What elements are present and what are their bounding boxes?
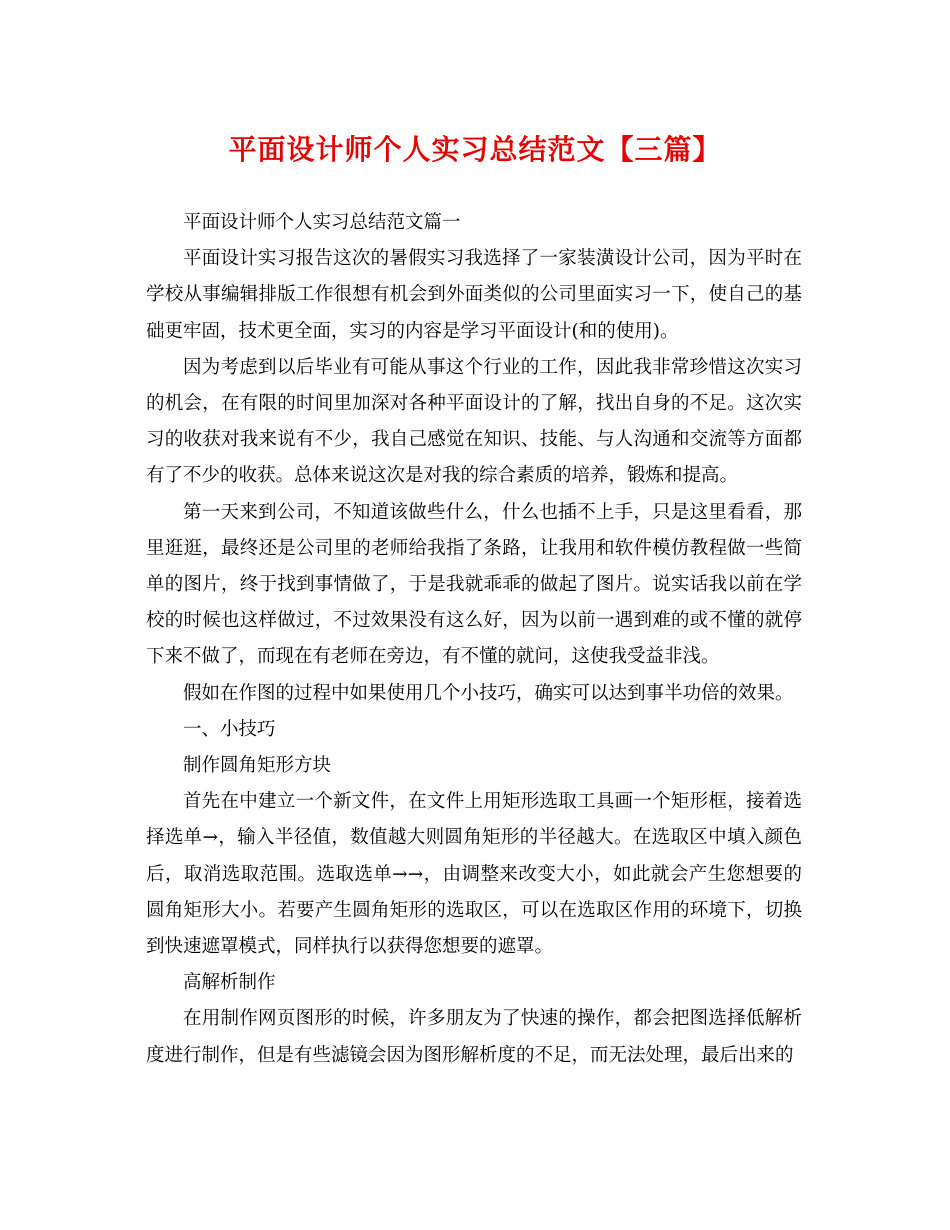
subheading-high-resolution: 高解析制作: [183, 972, 276, 994]
paragraph-motivation: 因为考虑到以后毕业有可能从事这个行业的工作，因此我非常珍惜这次实习的机会，在有限的时间里加深对各种平面设计的了解，找出自身的不足。这次实习的收获对我来说有不少，我自己感觉在知识、技能、与人沟通和交流等方面都有了不少的收获。总体来说这次是对我的综合素质的培养，锻炼和提高。: [146, 356, 802, 487]
paragraph-tips-intro: 假如在作图的过程中如果使用几个小技巧，确实可以达到事半功倍的效果。: [183, 682, 794, 704]
document-title: 平面设计师个人实习总结范文【三篇】: [228, 133, 722, 166]
paragraph-first-day: 第一天来到公司，不知道该做些什么，什么也插不上手，只是这里看看，那里逛逛，最终还是公司里的老师给我指了条路，让我用和软件模仿教程做一些简单的图片，终于找到事情做了，于是我就乖乖的做起了图片。说实话我以前在学校的时候也这样做过，不过效果没有这么好，因为以前一遇到难的或不懂的就停下来不做了，而现在有老师在旁边，有不懂的就问，这使我受益非浅。: [146, 501, 802, 668]
section-heading-tips: 一、小技巧: [183, 718, 276, 740]
paragraph-high-resolution: 在用制作网页图形的时候，许多朋友为了快速的操作，都会把图选择低解析度进行制作，但是有些滤镜会因为图形解析度的不足，而无法处理，最后出来的: [146, 1008, 802, 1066]
section-heading-part-one: 平面设计师个人实习总结范文篇一: [183, 212, 461, 233]
paragraph-rounded-rectangle: 首先在中建立一个新文件，在文件上用矩形选取工具画一个矩形框，接着选择选单→，输入半径值，数值越大则圆角矩形的半径越大。在选取区中填入颜色后，取消选取范围。选取选单→→，由调整来改变大小，如此就会产生您想要的圆角矩形大小。若要产生圆角矩形的选取区，可以在选取区作用的环境下，切换到快速遮罩模式，同样执行以获得您想要的遮罩。: [146, 791, 802, 958]
subheading-rounded-rectangle: 制作圆角矩形方块: [183, 755, 332, 777]
document-body: [146, 205, 802, 1074]
paragraph-intro: 平面设计实习报告这次的暑假实习我选择了一家装潢设计公司，因为平时在学校从事编辑排版工作很想有机会到外面类似的公司里面实习一下，使自己的基础更牢固，技术更全面，实习的内容是学习平面设计(和的使用)。: [146, 248, 802, 342]
